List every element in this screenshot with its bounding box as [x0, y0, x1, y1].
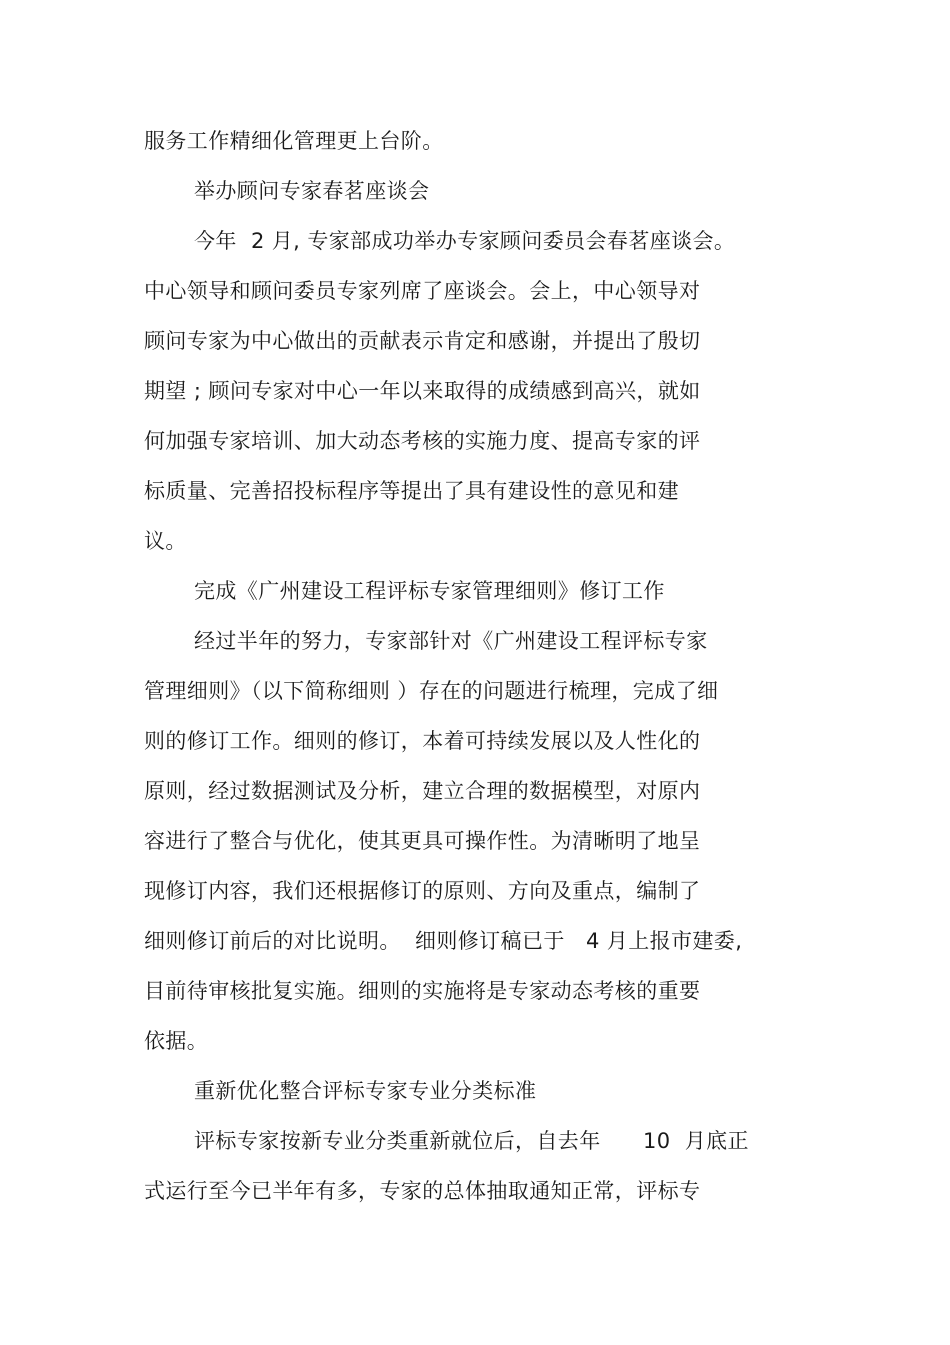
text-line: 中心领导和顾问委员专家列席了座谈会。会上，中心领导对 — [144, 279, 701, 303]
text-line: 顾问专家为中心做出的贡献表示肯定和感谢，并提出了殷切 — [144, 329, 701, 353]
text-line: 今年 2 月, 专家部成功举办专家顾问委员会春茗座谈会。 — [194, 229, 736, 253]
text-line: 原则，经过数据测试及分析，建立合理的数据模型，对原内 — [144, 779, 701, 803]
text-line: 式运行至今已半年有多，专家的总体抽取通知正常，评标专 — [144, 1179, 701, 1203]
section-heading: 完成《广州建设工程评标专家管理细则》修订工作 — [194, 579, 665, 603]
text-line: 经过半年的努力，专家部针对《广州建设工程评标专家 — [194, 629, 708, 653]
text-line: 细则修订前后的对比说明。 细则修订稿已于 4 月上报市建委, — [144, 929, 743, 953]
section-heading: 举办顾问专家春茗座谈会 — [194, 179, 430, 203]
text-line: 目前待审核批复实施。细则的实施将是专家动态考核的重要 — [144, 979, 701, 1003]
text-line: 议。 — [144, 529, 187, 553]
text-line: 现修订内容，我们还根据修订的原则、方向及重点，编制了 — [144, 879, 701, 903]
text-line: 期望 ; 顾问专家对中心一年以来取得的成绩感到高兴，就如 — [144, 379, 701, 403]
text-line: 评标专家按新专业分类重新就位后，自去年 10 月底正 — [194, 1129, 749, 1153]
text-line: 标质量、完善招投标程序等提出了具有建设性的意见和建 — [144, 479, 679, 503]
section-heading: 重新优化整合评标专家专业分类标准 — [194, 1079, 537, 1103]
text-line: 服务工作精细化管理更上台阶。 — [144, 129, 444, 153]
text-line: 容进行了整合与优化，使其更具可操作性。为清晰明了地呈 — [144, 829, 701, 853]
text-line: 则的修订工作。细则的修订，本着可持续发展以及人性化的 — [144, 729, 701, 753]
text-line: 管理细则》（以下简称细则 ）存在的问题进行梳理，完成了细 — [144, 679, 719, 703]
text-line: 依据。 — [144, 1029, 209, 1053]
text-line: 何加强专家培训、加大动态考核的实施力度、提高专家的评 — [144, 429, 701, 453]
